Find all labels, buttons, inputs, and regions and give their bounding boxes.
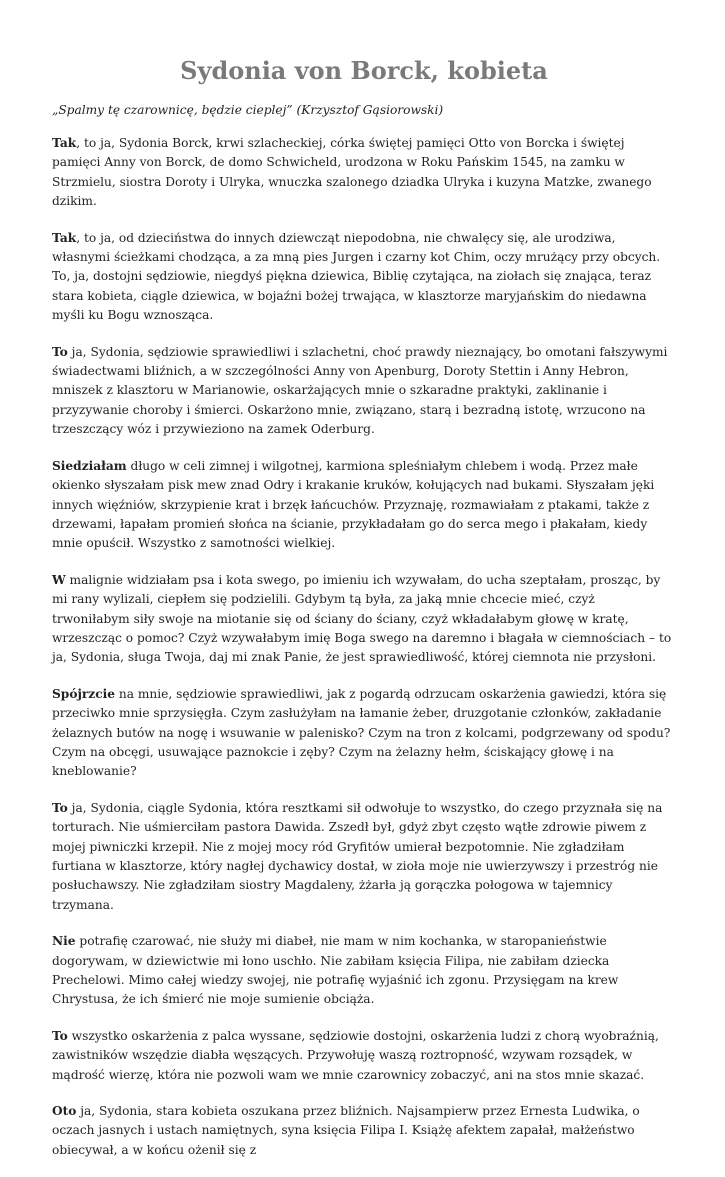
paragraph	[52, 134, 676, 212]
paragraph	[52, 229, 676, 326]
paragraph-lead: Spójrzcie	[52, 686, 116, 701]
paragraph-lead: Tak	[52, 136, 77, 150]
paragraph	[52, 1102, 676, 1160]
paragraph-lead: Siedziałam	[52, 458, 127, 473]
paragraph-text: wszystko oskarżenia z palca wyssane, sędziowie dostojni, oskarżenia ludzi z chorą wyobraźnią, zawistników wszędzie diabła węszących. Przywołuję waszą roztropność, wzywam rozsądek, w mądrość wierzę, która nie pozwoli wam we mnie czarownicy zobaczyć, ani na stos mnie skazać.	[52, 1028, 659, 1082]
paragraph-text: na mnie, sędziowie sprawiedliwi, jak z pogardą odrzucam oskarżenia gawiedzi, która się przeciwko mnie sprzysięgła. Czym zasłużyłam na łamanie żeber, druzgotanie członków, zakładanie żelaznych butów na nogę i wsuwanie w palenisko? Czym na tron z kolcami, podgrzewany od spodu? Czym na obcęgi, usuwające paznokcie i zęby? Czym na żelazny hełm, ściskający głowę i na kneblowanie?	[52, 686, 671, 779]
paragraph-text: ja, Sydonia, ciągle Sydonia, która resztkami sił odwołuje to wszystko, do czego przyznała się na torturach. Nie uśmierciłam pastora Dawida. Zszedł był, gdyż zbyt często wątłe zdrowie piwem z mojej piwniczki krzepił. Nie z mojej mocy ród Gryfitów umierał bezpotomnie. Nie zgładziłam furtiana w klasztorze, który nagłej dychawicy dostał, w zioła moje nie uwierzywszy i przestróg nie posłuchawszy. Nie zgładziłam siostry Magdaleny, żżarła ją gorączka połogowa w tajemnicy trzymana.	[52, 800, 663, 912]
paragraph-lead: Nie	[52, 934, 76, 949]
paragraph-lead: To	[52, 800, 68, 815]
paragraph	[52, 685, 676, 782]
paragraph-text: ja, Sydonia, stara kobieta oszukana przez bliźnich. Najsampierw przez Ernesta Ludwika, o oczach jasnych i ustach namiętnych, syna księcia Filipa I. Książę afektem zapałał, małżeństwo obiecywał, a w końcu ożenił się z	[52, 1104, 640, 1157]
paragraph	[52, 932, 676, 1010]
paragraph	[52, 799, 676, 915]
document-page	[52, 54, 676, 1177]
paragraph-text: malignie widziałam psa i kota swego, po imieniu ich wzywałam, do ucha szeptałam, prosząc, by mi rany wylizali, ciepłem się podzielili. Gdybym tą była, za jaką mnie chcecie mieć, czyż trwoniłabym siły swoje na miotanie się od ściany do ściany, czyż wkładałabym głowę w kratę, wrzeszcząc o pomoc? Czyż wzywałabym imię Boga swego na daremno i błagała w ciemnościach – to ja, Sydonia, sługa Twoja, daj mi znak Panie, że jest sprawiedliwość, której ciemnota nie przysłoni.	[52, 572, 672, 665]
epigraph: „Spalmy tę czarownicę, będzie cieplej” (Krzysztof Gąsiorowski)	[52, 103, 444, 117]
paragraph-lead: Oto	[52, 1104, 77, 1119]
paragraph-text: , to ja, Sydonia Borck, krwi szlacheckiej, córka świętej pamięci Otto von Borcka i świętej pamięci Anny von Borck, de domo Schwicheld, urodzona w Roku Pańskim 1545, na zamku w Strzmielu, siostra Doroty i Ulryka, wnuczka szalonego dziadka Ulryka i kuzyna Matzke, zwanego dzikim.	[52, 136, 652, 209]
paragraph	[52, 571, 676, 668]
paragraph-text: , to ja, od dzieciństwa do innych dziewcząt niepodobna, nie chwalęcy się, ale urodziwa, własnymi ścieżkami chodząca, a za mną pies Jurgen i czarny kot Chim, oczy mrużący przy obcych. To, ja, dostojni sędziowie, niegdyś piękna dziewica, Biblię czytająca, na ziołach się znająca, teraz stara kobieta, ciągle dziewica, w bojaźni bożej trwająca, w klasztorze maryjańskim do niedawna myśli ku Bogu wznosząca.	[52, 230, 661, 323]
paragraph-lead: W	[52, 572, 66, 587]
document-title: Sydonia von Borck, kobieta	[180, 56, 548, 85]
paragraph-lead: To	[52, 344, 68, 359]
paragraph-lead: To	[52, 1028, 68, 1043]
paragraph	[52, 457, 676, 554]
paragraph-text: długo w celi zimnej i wilgotnej, karmiona spleśniałym chlebem i wodą. Przez małe okienko słyszałam pisk mew znad Odry i krakanie kruków, kołujących nad bukami. Słyszałam jęki innych więźniów, skrzypienie krat i brzęk łańcuchów. Przyznaję, rozmawiałam z ptakami, także z drzewami, łapałam promień słońca na ścianie, przykładałam go do serca mego i płakałam, kiedy mnie opuścił. Wszystko z samotności wielkiej.	[52, 458, 655, 551]
paragraph	[52, 1027, 676, 1085]
paragraph-text: potrafię czarować, nie służy mi diabeł, nie mam w nim kochanka, w staropanieństwie dogorywam, w dziewictwie mi łono uschło. Nie zabiłam księcia Filipa, nie zabiłam dziecka Prechelowi. Mimo całej wiedzy swojej, nie potrafię wyjaśnić ich zgonu. Przysięgam na krew Chrystusa, że ich śmierć nie moje sumienie obciąża.	[52, 934, 619, 1007]
paragraph-text: ja, Sydonia, sędziowie sprawiedliwi i szlachetni, choć prawdy nieznający, bo omotani fałszywymi świadectwami bliźnich, a w szczególności Anny von Apenburg, Doroty Stettin i Anny Hebron, mniszek z klasztoru w Marianowie, oskarżających mnie o szkaradne praktyki, zaklinanie i przyzywanie choroby i śmierci. Oskarżono mnie, związano, starą i bezradną istotę, wrzucono na trzeszczący wóz i przywieziono na zamek Oderburg.	[52, 344, 668, 437]
paragraph-lead: Tak	[52, 230, 77, 245]
paragraph	[52, 343, 676, 440]
